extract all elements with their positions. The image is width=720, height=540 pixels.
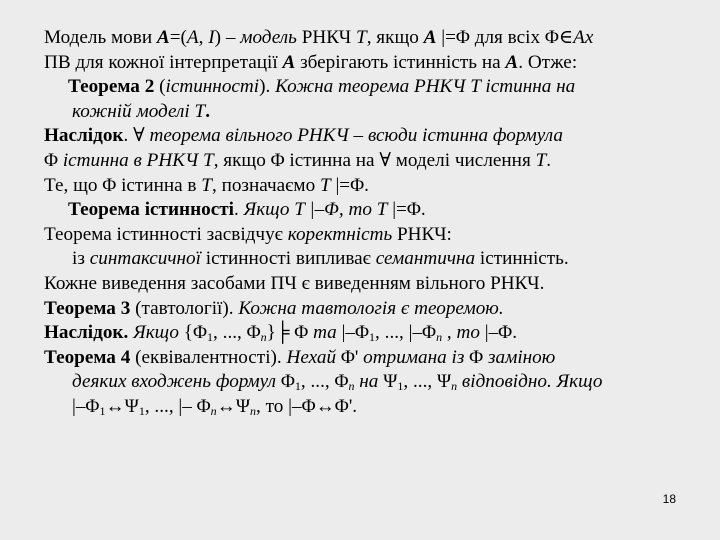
text-run: Теорема 3	[44, 297, 131, 319]
text-run: |=Φ.	[387, 199, 426, 221]
text-run: . ∀	[123, 125, 150, 147]
text-run: модель	[240, 27, 297, 48]
text-run: A	[423, 27, 437, 48]
text-run: на	[359, 371, 379, 393]
text-run: деяких входжень формул	[72, 371, 277, 393]
text-run: теорема вільного РНКЧ – всюди істинна формула	[149, 125, 563, 147]
text-run: Теорема істинності засвідчує	[44, 223, 288, 245]
text-run: {Φ	[179, 322, 208, 344]
text-line	[44, 395, 692, 420]
subscript: 1	[369, 330, 376, 345]
page-number: 18	[662, 492, 676, 507]
text-run: , якщо	[366, 27, 424, 48]
text-run: A	[505, 51, 519, 73]
text-run: I	[208, 27, 215, 48]
text-run: T	[194, 100, 206, 122]
subscript: 1	[99, 403, 106, 418]
text-run: Кожна теорема РНКЧ T істинна на	[275, 76, 576, 98]
text-run: A	[186, 27, 199, 48]
text-run: заміною	[488, 346, 556, 368]
text-run: , ..., |– Φ	[144, 395, 211, 417]
text-run: ,	[198, 27, 209, 48]
text-run: ↔Ψ	[216, 395, 251, 417]
text-run: (еквівалентності).	[130, 346, 287, 368]
text-run: відповідно. Якщо	[461, 371, 603, 393]
text-run: коректність	[287, 223, 393, 245]
text-run: T	[376, 199, 388, 221]
text-run: |=Φ для всіх Φ∈	[436, 27, 574, 48]
text-run: семантична	[375, 248, 476, 270]
text-run: =(	[169, 27, 187, 48]
subscript: 1	[397, 379, 404, 394]
text-run: , якщо Φ істинна на ∀ моделі числення	[213, 149, 536, 171]
text-run: Φ	[276, 371, 295, 393]
text-run: Теорема істинності	[68, 199, 234, 221]
subscript: n	[250, 403, 257, 418]
text-line	[44, 346, 692, 371]
text-line	[44, 370, 692, 395]
text-run: .	[546, 149, 552, 171]
text-run: Ψ	[378, 371, 398, 393]
text-run: Ax	[573, 27, 594, 48]
text-line	[44, 223, 692, 248]
text-run: ПВ для кожної інтерпретації	[44, 51, 283, 73]
text-run: , ..., Ψ	[403, 371, 452, 393]
text-line	[44, 26, 692, 51]
subscript: 1	[207, 330, 214, 345]
text-run: |–Φ	[336, 322, 370, 344]
text-run: ) –	[214, 27, 241, 48]
text-line	[44, 124, 692, 149]
text-line	[44, 321, 692, 346]
text-run: зберігають істинність на	[295, 51, 506, 73]
slide-body	[44, 26, 692, 420]
text-run: Те, що Φ істинна в	[44, 174, 202, 196]
text-run: Теорема 2	[68, 76, 155, 98]
text-run: , ..., Φ	[213, 322, 261, 344]
text-run: , ..., Φ	[300, 371, 349, 393]
subscript: n	[436, 330, 443, 345]
text-run: |–Φ.	[479, 322, 517, 344]
text-run: кожній моделі	[72, 100, 195, 122]
subscript: 1	[294, 379, 301, 394]
subscript: n	[260, 330, 267, 345]
text-run: із	[72, 248, 90, 270]
text-run: Якщо	[133, 322, 179, 344]
text-run: ,	[442, 322, 457, 344]
text-run: Якщо T |–Φ, то	[243, 199, 377, 221]
text-run: Нехай	[286, 346, 337, 368]
text-run: ).	[259, 76, 276, 98]
text-run: ↔Ψ	[105, 395, 139, 417]
text-run: Φ	[464, 346, 488, 368]
text-run: T	[535, 149, 547, 171]
text-run: |–Φ	[72, 395, 100, 417]
text-line	[44, 149, 692, 174]
text-line	[44, 174, 692, 199]
text-run: істинна в РНКЧ	[62, 149, 204, 171]
text-run: (	[154, 76, 166, 98]
text-run: Φ	[44, 149, 63, 171]
text-run: T	[203, 149, 214, 171]
text-run: Φ'	[336, 346, 364, 368]
text-run: Наслідок	[44, 125, 124, 147]
text-run: істинність.	[475, 248, 569, 270]
text-run: отримана із	[363, 346, 465, 368]
text-run: РНКЧ	[296, 27, 357, 48]
text-run: , позначаємо	[211, 174, 320, 196]
text-line	[44, 75, 692, 100]
text-run: Наслідок.	[44, 322, 129, 344]
text-run: , ..., |–Φ	[375, 322, 437, 344]
text-run: істинності	[165, 76, 260, 98]
text-run: Модель мови	[44, 27, 157, 48]
text-run: }╞ Φ	[266, 322, 314, 344]
text-run: T	[201, 174, 212, 196]
text-run: (тавтології).	[130, 297, 239, 319]
text-line	[44, 198, 692, 223]
text-run: , то |–Φ↔Φ'.	[256, 395, 358, 417]
subscript: n	[451, 379, 458, 394]
text-run: .	[234, 199, 244, 221]
text-run: істинності випливає	[200, 248, 376, 270]
text-run: Теорема 4	[44, 346, 131, 368]
text-run: A	[282, 51, 296, 73]
text-line	[44, 51, 692, 76]
text-run: T	[319, 174, 331, 196]
text-run: та	[313, 322, 337, 344]
text-run: РНКЧ:	[392, 223, 452, 245]
text-line	[44, 247, 692, 272]
subscript: n	[210, 403, 217, 418]
text-run: .	[205, 100, 210, 122]
text-run: синтаксичної	[89, 248, 201, 270]
text-run: . Отже:	[518, 51, 578, 73]
text-run: Кожна тавтологія є теоремою.	[238, 297, 504, 319]
text-line	[44, 272, 692, 297]
subscript: n	[348, 379, 355, 394]
subscript: 1	[138, 403, 145, 418]
text-run: то	[456, 322, 480, 344]
text-run: |=Φ.	[330, 174, 369, 196]
text-run: Кожне виведення засобами ПЧ є виведенням вільного РНКЧ.	[44, 272, 545, 294]
text-run: A	[156, 27, 170, 48]
text-line	[44, 100, 692, 125]
text-run: T	[356, 27, 367, 48]
text-line	[44, 297, 692, 322]
